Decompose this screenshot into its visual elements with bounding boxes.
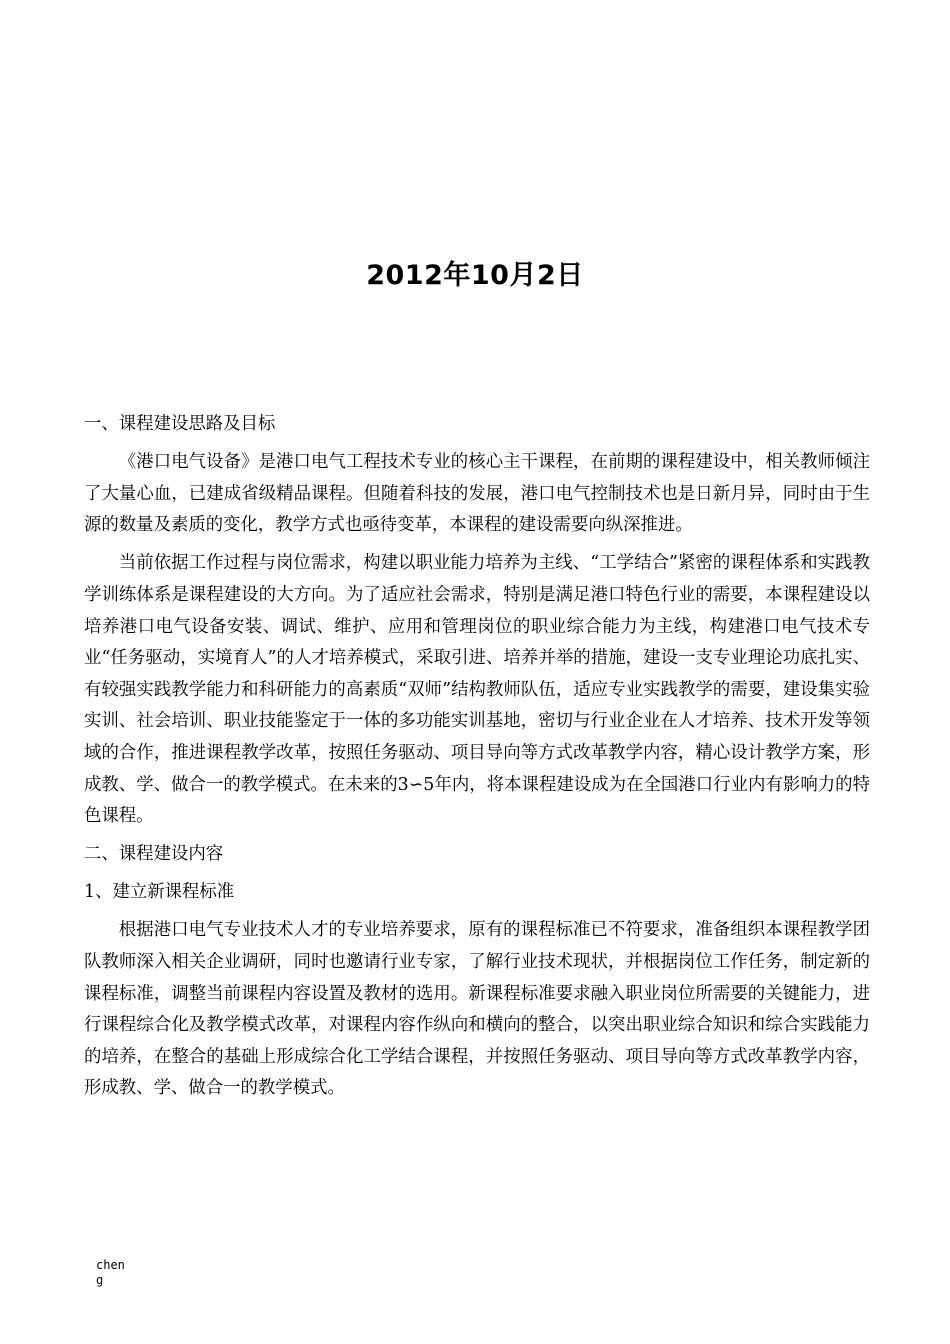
section-heading-2: 二、课程建设内容	[84, 844, 224, 865]
section-heading-1: 一、课程建设思路及目标	[84, 414, 276, 434]
paragraph: 当前依据工作过程与岗位需求，构建以职业能力培养为主线、“工学结合”紧密的课程体系和实践教学训练体系是课程建设的大方向。为了适应社会需求，特别是满足港口特色行业的需要，本课程建设以培养港口电气设备安装、调试、维护、应用和管理岗位的职业综合能力为主线，构建港口电气技术专业“任务驱动，实境育人”的人才培养模式，采取引进、培养并举的措施，建设一支专业理论功底扎实、有较强实践教学能力和科研能力的高素质“双师”结构教师队伍，适应专业实践教学的需要，建设集实验实训、社会培训、职业技能鉴定于一体的多功能实训基地，密切与行业企业在人才培养、技术开发等领域的合作，推进课程教学改革，按照任务驱动、项目导向等方式改革教学内容，精心设计教学方案，形成教、学、做合一的教学模式。在未来的3∽5年内，将本课程建设成为在全国港口行业内有影响力的特色课程。	[84, 553, 870, 827]
subsection-heading: 1、建立新课程标准	[84, 882, 235, 903]
paragraph: 根据港口电气专业技术人才的专业培养要求，原有的课程标准已不符要求，准备组织本课程教学团队教师深入相关企业调研，同时也邀请行业专家，了解行业技术现状，并根据岗位工作任务，制定新的课程标准，调整当前课程内容设置及教材的选用。新课程标准要求融入职业岗位所需要的关键能力，进行课程综合化及教学模式改革，对课程内容作纵向和横向的整合，以突出职业综合知识和综合实践能力的培养，在整合的基础上形成综合化工学结合课程，并按照任务驱动、项目导向等方式改革教学内容，形成教、学、做合一的教学模式。	[84, 920, 870, 1099]
paragraph: 《港口电气设备》是港口电气工程技术专业的核心主干课程，在前期的课程建设中，相关教师倾注了大量心血，已建成省级精品课程。但随着科技的发展，港口电气控制技术也是日新月异，同时由于生源的数量及素质的变化，教学方式也亟待变革，本课程的建设需要向纵深推进。	[84, 452, 870, 536]
date-heading: 2012年10月2日	[366, 260, 584, 291]
document-body	[84, 409, 870, 1105]
footer-note: cheng	[96, 1258, 125, 1287]
